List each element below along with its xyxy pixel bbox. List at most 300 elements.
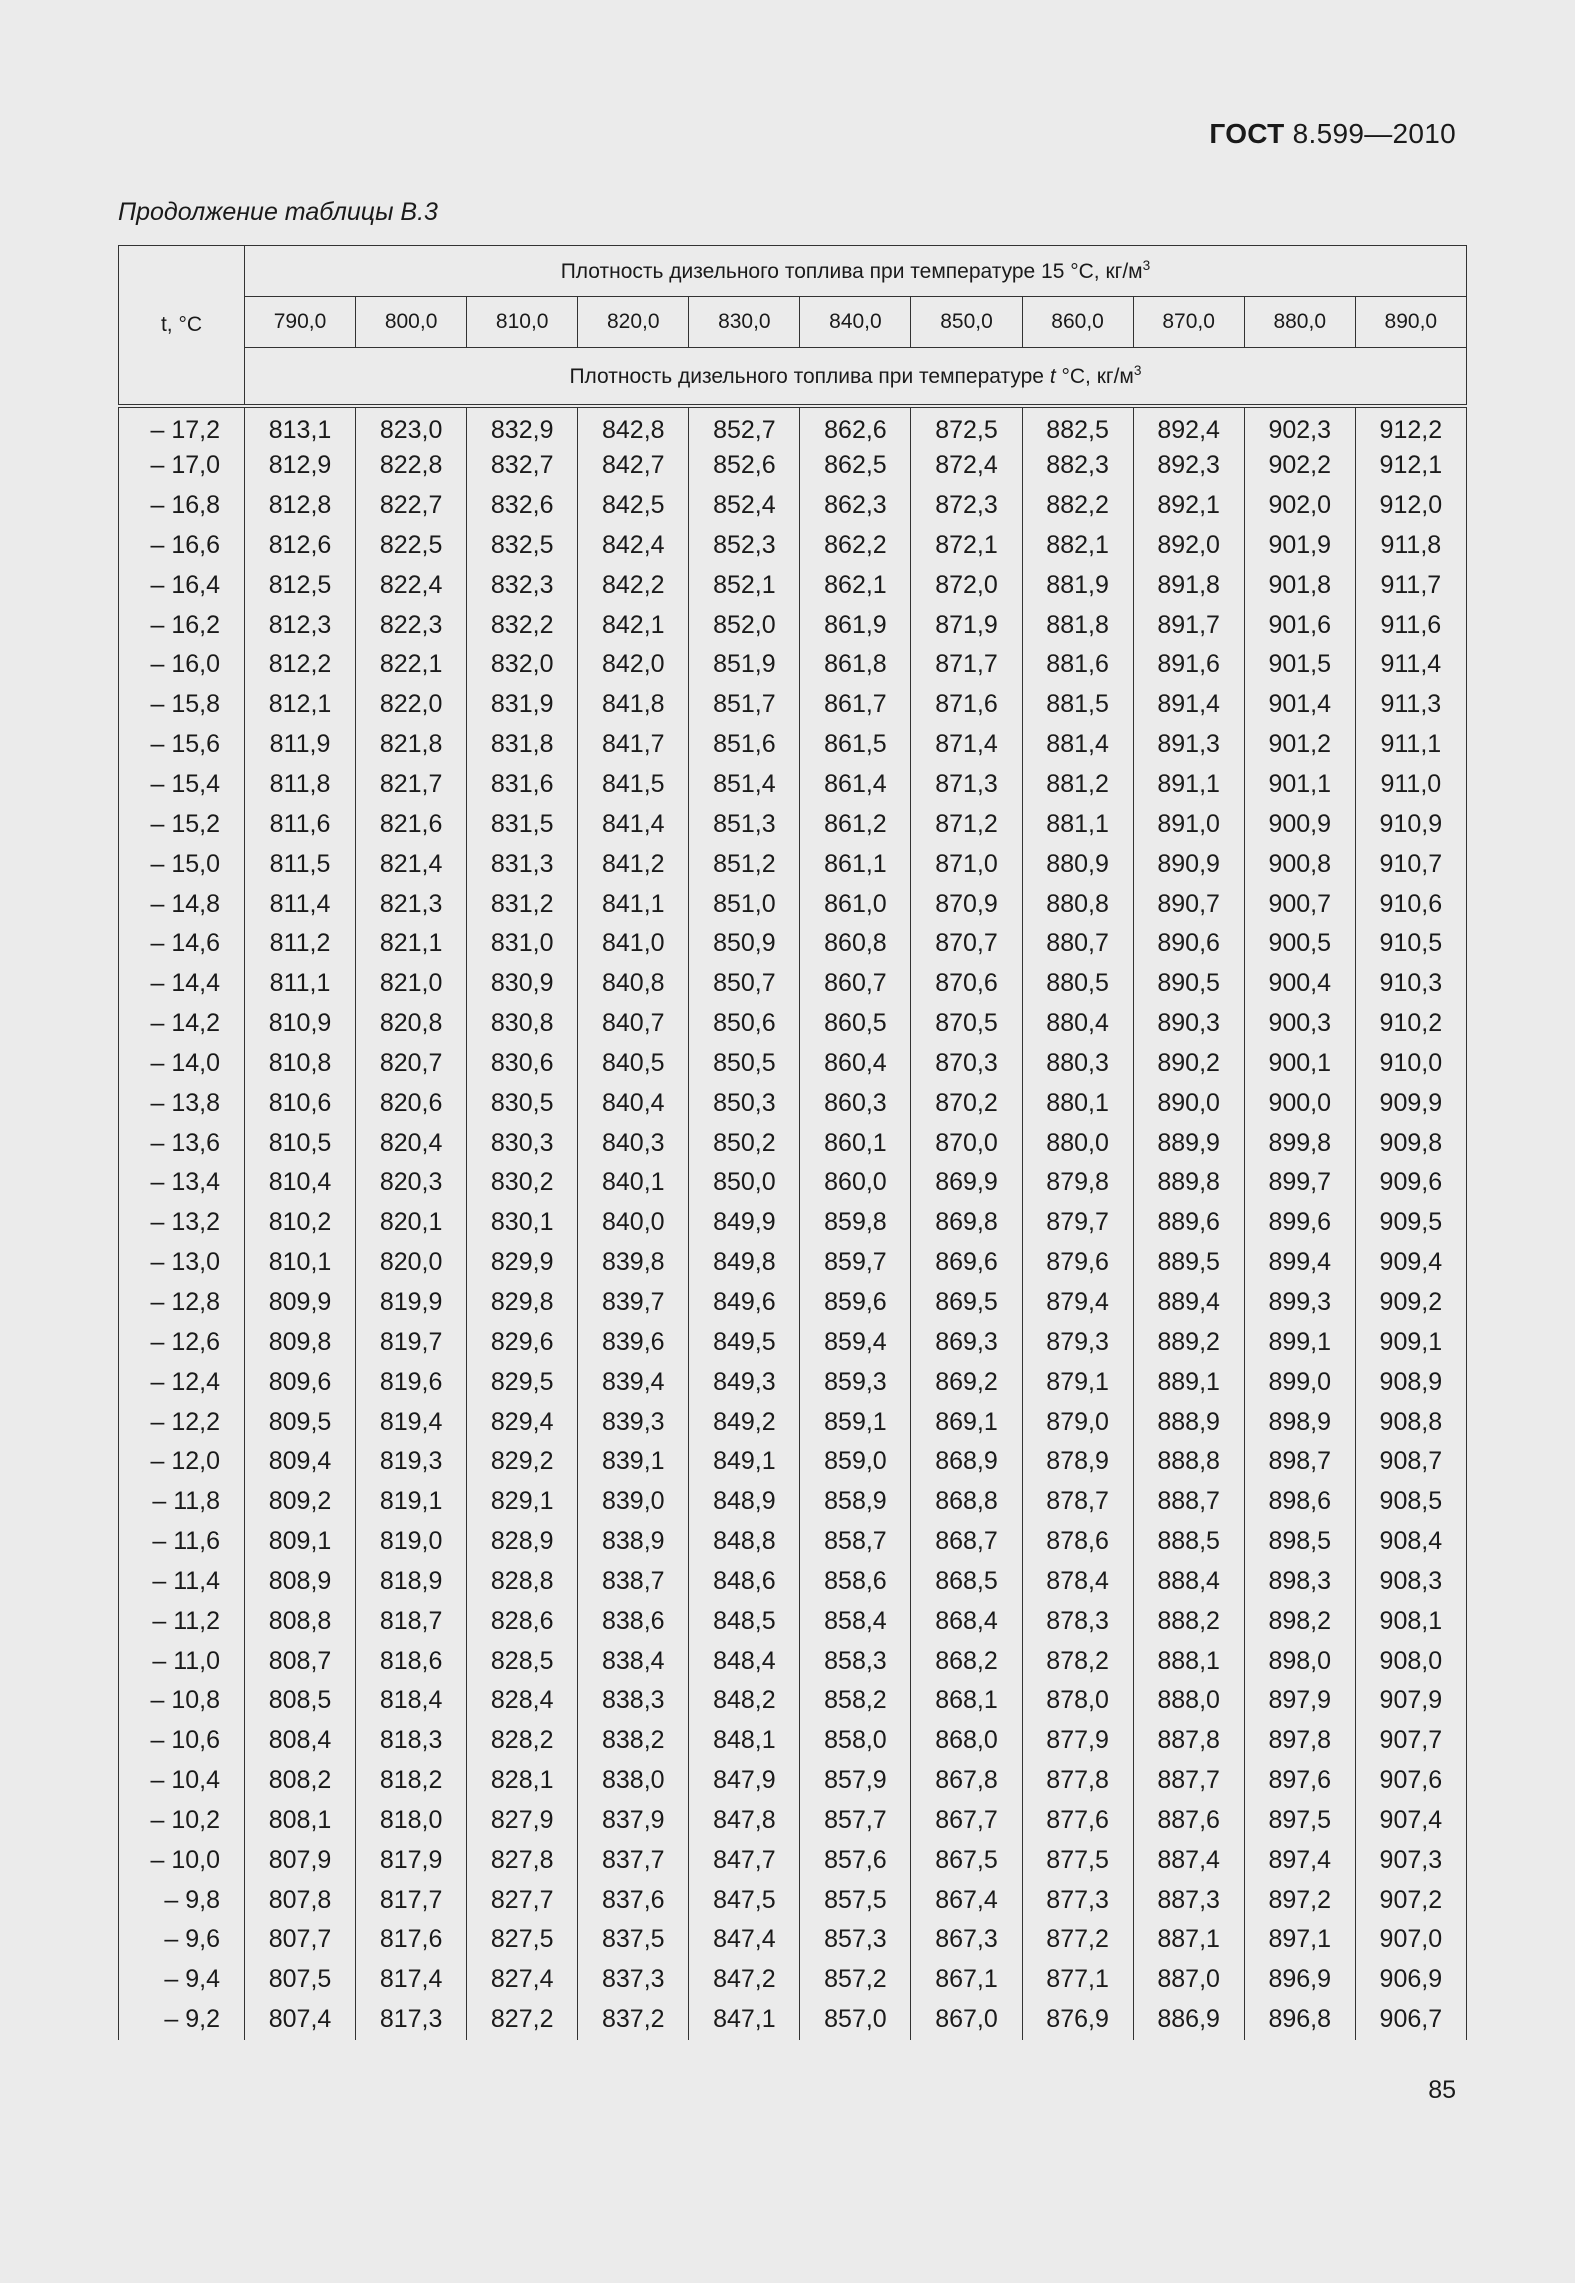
table-row	[119, 1322, 1467, 1362]
density-cell: 900,1	[1244, 1044, 1355, 1084]
density-cell: 908,4	[1355, 1522, 1466, 1562]
temperature-cell: – 15,2	[119, 804, 245, 844]
table-row	[119, 1761, 1467, 1801]
density-cell: 858,0	[800, 1721, 911, 1761]
density-cell: 899,6	[1244, 1203, 1355, 1243]
density-cell: 879,6	[1022, 1243, 1133, 1283]
density-cell: 819,3	[356, 1442, 467, 1482]
density-cell: 858,7	[800, 1522, 911, 1562]
density-cell: 841,8	[578, 685, 689, 725]
density-column-header: 840,0	[800, 297, 911, 348]
density-cell: 808,9	[245, 1561, 356, 1601]
density-column-header: 790,0	[245, 297, 356, 348]
density-cell: 881,4	[1022, 725, 1133, 765]
density-cell: 887,6	[1133, 1801, 1244, 1841]
density-cell: 829,2	[467, 1442, 578, 1482]
density-cell: 851,9	[689, 645, 800, 685]
density-cell: 842,2	[578, 565, 689, 605]
temperature-cell: – 14,0	[119, 1044, 245, 1084]
density-cell: 831,0	[467, 924, 578, 964]
density-cell: 848,5	[689, 1601, 800, 1641]
density-cell: 867,7	[911, 1801, 1022, 1841]
density-cell: 898,6	[1244, 1482, 1355, 1522]
density-cell: 900,7	[1244, 884, 1355, 924]
density-cell: 889,5	[1133, 1243, 1244, 1283]
density-cell: 830,1	[467, 1203, 578, 1243]
density-cell: 852,1	[689, 565, 800, 605]
density-cell: 897,2	[1244, 1880, 1355, 1920]
density-cell: 837,7	[578, 1840, 689, 1880]
density-cell: 811,5	[245, 844, 356, 884]
density-cell: 807,7	[245, 1920, 356, 1960]
density-cell: 909,4	[1355, 1243, 1466, 1283]
density-cell: 830,5	[467, 1083, 578, 1123]
density-cell: 881,2	[1022, 765, 1133, 805]
density-cell: 901,5	[1244, 645, 1355, 685]
density-cell: 908,5	[1355, 1482, 1466, 1522]
density-cell: 837,5	[578, 1920, 689, 1960]
density-cell: 849,6	[689, 1283, 800, 1323]
standard-prefix: ГОСТ	[1209, 118, 1285, 149]
density-cell: 879,7	[1022, 1203, 1133, 1243]
density-cell: 868,7	[911, 1522, 1022, 1562]
density-cell: 812,3	[245, 605, 356, 645]
density-cell: 860,0	[800, 1163, 911, 1203]
density-cell: 839,4	[578, 1362, 689, 1402]
table-row	[119, 565, 1467, 605]
density-cell: 890,2	[1133, 1044, 1244, 1084]
density-cell: 882,3	[1022, 446, 1133, 486]
density-cell: 810,5	[245, 1123, 356, 1163]
density-cell: 840,4	[578, 1083, 689, 1123]
density-cell: 829,8	[467, 1283, 578, 1323]
density-cell: 860,1	[800, 1123, 911, 1163]
density-cell: 822,4	[356, 565, 467, 605]
density-cell: 848,6	[689, 1561, 800, 1601]
density-cell: 858,3	[800, 1641, 911, 1681]
density-cell: 852,6	[689, 446, 800, 486]
density-cell: 886,9	[1133, 2000, 1244, 2040]
temperature-cell: – 9,4	[119, 1960, 245, 2000]
density-cell: 867,0	[911, 2000, 1022, 2040]
density-cell: 911,0	[1355, 765, 1466, 805]
density-cell: 829,5	[467, 1362, 578, 1402]
density-cell: 820,7	[356, 1044, 467, 1084]
density-cell: 838,4	[578, 1641, 689, 1681]
density-cell: 872,0	[911, 565, 1022, 605]
density-columns-row	[119, 297, 1467, 348]
density-cell: 890,7	[1133, 884, 1244, 924]
density-cell: 887,4	[1133, 1840, 1244, 1880]
density-cell: 868,9	[911, 1442, 1022, 1482]
density-cell: 897,5	[1244, 1801, 1355, 1841]
density-cell: 899,1	[1244, 1322, 1355, 1362]
density-cell: 830,6	[467, 1044, 578, 1084]
temperature-cell: – 10,2	[119, 1801, 245, 1841]
density-cell: 820,4	[356, 1123, 467, 1163]
table-row	[119, 1561, 1467, 1601]
density-cell: 858,6	[800, 1561, 911, 1601]
table-row	[119, 1641, 1467, 1681]
table-row	[119, 685, 1467, 725]
density-cell: 828,9	[467, 1522, 578, 1562]
density-cell: 861,1	[800, 844, 911, 884]
density-cell: 857,9	[800, 1761, 911, 1801]
temperature-cell: – 16,4	[119, 565, 245, 605]
density-cell: 821,0	[356, 964, 467, 1004]
density-cell: 822,3	[356, 605, 467, 645]
density-cell: 897,8	[1244, 1721, 1355, 1761]
density-cell: 832,5	[467, 526, 578, 566]
density-cell: 811,9	[245, 725, 356, 765]
density-cell: 848,4	[689, 1641, 800, 1681]
density-cell: 859,8	[800, 1203, 911, 1243]
density-cell: 907,9	[1355, 1681, 1466, 1721]
density-cell: 876,9	[1022, 2000, 1133, 2040]
density-cell: 839,1	[578, 1442, 689, 1482]
density-cell: 868,4	[911, 1601, 1022, 1641]
density-cell: 902,0	[1244, 486, 1355, 526]
density-cell: 867,3	[911, 1920, 1022, 1960]
density-cell: 807,9	[245, 1840, 356, 1880]
density-cell: 872,3	[911, 486, 1022, 526]
density-cell: 819,9	[356, 1283, 467, 1323]
density-cell: 811,1	[245, 964, 356, 1004]
density-cell: 910,2	[1355, 1004, 1466, 1044]
density-column-header: 890,0	[1355, 297, 1466, 348]
density-cell: 860,7	[800, 964, 911, 1004]
density-cell: 809,9	[245, 1283, 356, 1323]
table-row	[119, 1681, 1467, 1721]
density-cell: 818,0	[356, 1801, 467, 1841]
density-cell: 828,6	[467, 1601, 578, 1641]
density-cell: 860,5	[800, 1004, 911, 1044]
density-cell: 889,6	[1133, 1203, 1244, 1243]
density-cell: 872,5	[911, 406, 1022, 446]
density-cell: 880,0	[1022, 1123, 1133, 1163]
density-cell: 888,9	[1133, 1402, 1244, 1442]
density-cell: 898,7	[1244, 1442, 1355, 1482]
table-row	[119, 1960, 1467, 2000]
density-cell: 818,7	[356, 1601, 467, 1641]
density-cell: 851,4	[689, 765, 800, 805]
density-cell: 861,5	[800, 725, 911, 765]
density-cell: 848,9	[689, 1482, 800, 1522]
density-cell: 890,9	[1133, 844, 1244, 884]
density-cell: 898,3	[1244, 1561, 1355, 1601]
density-cell: 888,7	[1133, 1482, 1244, 1522]
table-row	[119, 1083, 1467, 1123]
density-cell: 830,9	[467, 964, 578, 1004]
density-cell: 867,8	[911, 1761, 1022, 1801]
density-cell: 809,5	[245, 1402, 356, 1442]
density-cell: 900,9	[1244, 804, 1355, 844]
density-cell: 832,7	[467, 446, 578, 486]
density-cell: 892,3	[1133, 446, 1244, 486]
density-cell: 809,2	[245, 1482, 356, 1522]
temperature-cell: – 13,2	[119, 1203, 245, 1243]
density-cell: 908,3	[1355, 1561, 1466, 1601]
temperature-cell: – 12,2	[119, 1402, 245, 1442]
density-cell: 869,3	[911, 1322, 1022, 1362]
density-cell: 899,4	[1244, 1243, 1355, 1283]
density-cell: 868,1	[911, 1681, 1022, 1721]
density-cell: 871,2	[911, 804, 1022, 844]
density-cell: 877,3	[1022, 1880, 1133, 1920]
density-cell: 887,8	[1133, 1721, 1244, 1761]
density-cell: 900,0	[1244, 1083, 1355, 1123]
density-cell: 869,1	[911, 1402, 1022, 1442]
density-cell: 851,0	[689, 884, 800, 924]
density-cell: 829,9	[467, 1243, 578, 1283]
density-cell: 879,3	[1022, 1322, 1133, 1362]
density-cell: 831,5	[467, 804, 578, 844]
density-cell: 839,7	[578, 1283, 689, 1323]
density-cell: 888,1	[1133, 1641, 1244, 1681]
density-cell: 821,1	[356, 924, 467, 964]
density-cell: 861,8	[800, 645, 911, 685]
density-cell: 851,2	[689, 844, 800, 884]
temperature-cell: – 11,8	[119, 1482, 245, 1522]
density-cell: 901,8	[1244, 565, 1355, 605]
header-row-top	[119, 246, 1467, 297]
table-caption: Продолжение таблицы В.3	[118, 198, 438, 226]
density-cell: 890,6	[1133, 924, 1244, 964]
density-cell: 819,6	[356, 1362, 467, 1402]
page-number: 85	[1428, 2076, 1456, 2104]
density-cell: 877,2	[1022, 1920, 1133, 1960]
density-cell: 809,6	[245, 1362, 356, 1402]
density-cell: 868,2	[911, 1641, 1022, 1681]
density-cell: 870,3	[911, 1044, 1022, 1084]
density-cell: 817,7	[356, 1880, 467, 1920]
density-cell: 811,8	[245, 765, 356, 805]
density-cell: 827,2	[467, 2000, 578, 2040]
table-row	[119, 645, 1467, 685]
density-cell: 888,0	[1133, 1681, 1244, 1721]
density-cell: 811,4	[245, 884, 356, 924]
density-cell: 852,7	[689, 406, 800, 446]
table-row	[119, 446, 1467, 486]
density-cell: 912,2	[1355, 406, 1466, 446]
density-cell: 880,7	[1022, 924, 1133, 964]
density-cell: 808,1	[245, 1801, 356, 1841]
density-cell: 812,1	[245, 685, 356, 725]
density-cell: 817,9	[356, 1840, 467, 1880]
density-cell: 847,2	[689, 1960, 800, 2000]
density-cell: 870,0	[911, 1123, 1022, 1163]
density-column-header: 820,0	[578, 297, 689, 348]
density-cell: 818,4	[356, 1681, 467, 1721]
density-cell: 869,9	[911, 1163, 1022, 1203]
density-cell: 897,4	[1244, 1840, 1355, 1880]
density-cell: 838,2	[578, 1721, 689, 1761]
density-cell: 911,4	[1355, 645, 1466, 685]
table-row	[119, 1362, 1467, 1402]
density-cell: 822,8	[356, 446, 467, 486]
density-cell: 899,7	[1244, 1163, 1355, 1203]
table-row	[119, 1482, 1467, 1522]
density-cell: 808,8	[245, 1601, 356, 1641]
table-row	[119, 1880, 1467, 1920]
density-cell: 870,6	[911, 964, 1022, 1004]
density-cell: 911,3	[1355, 685, 1466, 725]
density-column-header: 800,0	[356, 297, 467, 348]
temperature-cell: – 14,2	[119, 1004, 245, 1044]
density-cell: 910,7	[1355, 844, 1466, 884]
density-cell: 891,7	[1133, 605, 1244, 645]
density-cell: 810,2	[245, 1203, 356, 1243]
density-cell: 882,1	[1022, 526, 1133, 566]
density-cell: 842,0	[578, 645, 689, 685]
density-cell: 910,3	[1355, 964, 1466, 1004]
density-cell: 881,1	[1022, 804, 1133, 844]
density-cell: 807,4	[245, 2000, 356, 2040]
density-cell: 901,9	[1244, 526, 1355, 566]
density-cell: 887,3	[1133, 1880, 1244, 1920]
temperature-cell: – 17,2	[119, 406, 245, 446]
table-row	[119, 964, 1467, 1004]
temperature-cell: – 13,6	[119, 1123, 245, 1163]
density-cell: 851,6	[689, 725, 800, 765]
density-cell: 822,5	[356, 526, 467, 566]
density-cell: 827,5	[467, 1920, 578, 1960]
density-cell: 830,8	[467, 1004, 578, 1044]
density-cell: 850,3	[689, 1083, 800, 1123]
temperature-cell: – 15,4	[119, 765, 245, 805]
density-cell: 848,1	[689, 1721, 800, 1761]
density-cell: 871,3	[911, 765, 1022, 805]
density-column-header: 850,0	[911, 297, 1022, 348]
density-cell: 850,2	[689, 1123, 800, 1163]
density-cell: 822,1	[356, 645, 467, 685]
density-cell: 888,5	[1133, 1522, 1244, 1562]
density-cell: 818,2	[356, 1761, 467, 1801]
temperature-cell: – 15,6	[119, 725, 245, 765]
table-row	[119, 1004, 1467, 1044]
density-cell: 828,4	[467, 1681, 578, 1721]
density-cell: 880,4	[1022, 1004, 1133, 1044]
density-cell: 907,4	[1355, 1801, 1466, 1841]
density-cell: 821,3	[356, 884, 467, 924]
density-cell: 810,6	[245, 1083, 356, 1123]
density-cell: 841,2	[578, 844, 689, 884]
density-cell: 841,0	[578, 924, 689, 964]
density-cell: 838,6	[578, 1601, 689, 1641]
density-cell: 820,8	[356, 1004, 467, 1044]
density-cell: 840,5	[578, 1044, 689, 1084]
density-cell: 857,6	[800, 1840, 911, 1880]
density-cell: 851,3	[689, 804, 800, 844]
density-cell: 906,9	[1355, 1960, 1466, 2000]
temperature-cell: – 11,6	[119, 1522, 245, 1562]
density-cell: 902,2	[1244, 446, 1355, 486]
density-cell: 821,8	[356, 725, 467, 765]
density-cell: 858,2	[800, 1681, 911, 1721]
temperature-cell: – 16,6	[119, 526, 245, 566]
density-cell: 813,1	[245, 406, 356, 446]
density-cell: 807,5	[245, 1960, 356, 2000]
density-cell: 817,6	[356, 1920, 467, 1960]
density-cell: 840,0	[578, 1203, 689, 1243]
density-cell: 887,7	[1133, 1761, 1244, 1801]
temperature-cell: – 13,4	[119, 1163, 245, 1203]
density-cell: 859,3	[800, 1362, 911, 1402]
density-cell: 891,3	[1133, 725, 1244, 765]
density-cell: 841,1	[578, 884, 689, 924]
table-row	[119, 884, 1467, 924]
density-cell: 839,8	[578, 1243, 689, 1283]
density-cell: 828,2	[467, 1721, 578, 1761]
temperature-cell: – 13,8	[119, 1083, 245, 1123]
density-cell: 819,7	[356, 1322, 467, 1362]
table-row	[119, 1522, 1467, 1562]
density-cell: 907,0	[1355, 1920, 1466, 1960]
density-cell: 909,6	[1355, 1163, 1466, 1203]
density-cell: 840,3	[578, 1123, 689, 1163]
density-cell: 842,5	[578, 486, 689, 526]
density-cell: 831,3	[467, 844, 578, 884]
density-cell: 862,2	[800, 526, 911, 566]
density-cell: 832,9	[467, 406, 578, 446]
temperature-cell: – 9,8	[119, 1880, 245, 1920]
density-cell: 871,9	[911, 605, 1022, 645]
density-cell: 820,6	[356, 1083, 467, 1123]
density-cell: 842,8	[578, 406, 689, 446]
temperature-cell: – 12,6	[119, 1322, 245, 1362]
density-cell: 879,0	[1022, 1402, 1133, 1442]
density-cell: 838,3	[578, 1681, 689, 1721]
density-cell: 882,2	[1022, 486, 1133, 526]
density-cell: 872,4	[911, 446, 1022, 486]
density-cell: 911,8	[1355, 526, 1466, 566]
density-cell: 907,3	[1355, 1840, 1466, 1880]
density-cell: 891,1	[1133, 765, 1244, 805]
density-cell: 847,8	[689, 1801, 800, 1841]
density-cell: 898,0	[1244, 1641, 1355, 1681]
density-cell: 879,1	[1022, 1362, 1133, 1402]
density-cell: 910,5	[1355, 924, 1466, 964]
density-column-header: 870,0	[1133, 297, 1244, 348]
table-row	[119, 1402, 1467, 1442]
density-cell: 842,4	[578, 526, 689, 566]
density-cell: 832,3	[467, 565, 578, 605]
density-cell: 862,3	[800, 486, 911, 526]
density-cell: 840,8	[578, 964, 689, 1004]
density-cell: 908,0	[1355, 1641, 1466, 1681]
density-cell: 901,1	[1244, 765, 1355, 805]
density-cell: 910,0	[1355, 1044, 1466, 1084]
density-cell: 889,8	[1133, 1163, 1244, 1203]
density-cell: 849,2	[689, 1402, 800, 1442]
temperature-cell: – 11,2	[119, 1601, 245, 1641]
density-cell: 912,0	[1355, 486, 1466, 526]
density-cell: 869,2	[911, 1362, 1022, 1402]
density-cell: 890,5	[1133, 964, 1244, 1004]
density-cell: 823,0	[356, 406, 467, 446]
temperature-cell: – 14,4	[119, 964, 245, 1004]
density-cell: 897,1	[1244, 1920, 1355, 1960]
density-cell: 808,2	[245, 1761, 356, 1801]
density-cell: 889,9	[1133, 1123, 1244, 1163]
density-cell: 832,2	[467, 605, 578, 645]
temperature-cell: – 10,4	[119, 1761, 245, 1801]
density-cell: 829,4	[467, 1402, 578, 1442]
density-cell: 857,0	[800, 2000, 911, 2040]
density-cell: 889,2	[1133, 1322, 1244, 1362]
density-cell: 877,5	[1022, 1840, 1133, 1880]
density-cell: 891,6	[1133, 645, 1244, 685]
